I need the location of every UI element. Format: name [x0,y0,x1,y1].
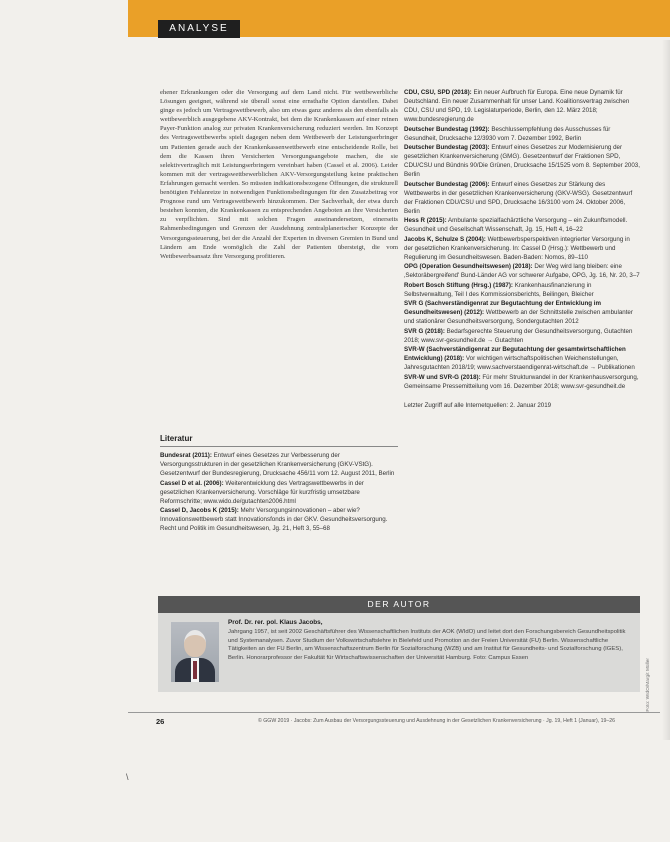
reference-text: Beschlussempfehlung des Ausschusses für Gesundheit, Drucksache 12/3930 vom 7. Dezember 1992, Berlin [404,125,611,142]
reference-item [404,373,640,391]
body-paragraph: ehener Erkrankungen oder die Versorgung auf dem Land nicht. Für wettbewerbliche Lösungen geeignet, während sie überall sonst eine ernsthafte Option darstellen. Dabei ginge es jedoch um Vertragswettbewerb, also um etwas ganz anderes als den ebenfalls als wettbewerblich ausgegebene AKV-Kontrakt, bei dem die Krankenkassen auf einer reinen Payer-Funktion analog zur privaten Krankenversicherung reduziert werden. Im Konzept des Vertragswettbewerbs spielt dagegen neben dem Wettbewerb der Leistungserbringer um Patienten gerade auch der Krankenkassenwettbewerb eine entscheidende Rolle, bei dem die Kassen ihren Versicherten Versorgungsangebote machen, die sie selektivvertraglich mit Leistungserbringern vereinbart haben (Cassel et al. 2006). Leider kommen mit der vertragswettbewerblichen AKV-Versorgungsteilung keine praktischen Erfahrungen gemacht werden. So müssten indikationsbezogene Öffnungen, die strukturell benötigten Fehlanreize in notwendigen Funktionsbedingungen für den Zusatzbeitrag vor Prognose rund um Vertragswettbewerb hinzukommen. Der Sachverhalt, der etwa durch bestehen konnten, die Krankenkassen zu entsprechenden Angeboten an ihre Versicherten zu verpflichten. Sind mit solchen Fragen auseinandersetzen, einerseits Rahmenbedingungen und Grenzen der Ausdehnung zentralplanerischer Konzepte der Versorgungssteuerung, bei der die Anzahl der Experten in diversen Gremien in Bund und Ländern am Ende womöglich die Zahl der Patienten übersteigt, die vom Wettbewerbsansatz ihre Versorgung profitieren. [160,89,398,260]
reference-author: Robert Bosch Stiftung (Hrsg.) (1987): [404,281,513,289]
author-box-title: DER AUTOR [158,596,640,613]
page-edge-shadow [662,40,670,740]
reference-author: OPG (Operation Gesundheitswesen) (2018): [404,263,533,270]
reference-author: Bundesrat (2011): [160,452,212,459]
reference-text: Entwurf eines Gesetzes zur Verbesserung der Versorgungsstrukturen in der gesetzlichen Krankenversicherung (GKV-VStG). Gesetzentwurf der Bundesregierung, Drucksache 456/11 vom 12. August 2011, Berlin [160,452,395,477]
reference-item [404,299,640,326]
reference-text: Für mehr Strukturwandel in der Krankenhausversorgung, Gemeinsame Pressemitteilung vom 16. Dezember 2018; www.svr-gesundheit.de [404,373,639,390]
photo-credit: Foto: WIdO/Margit Müller [646,658,651,712]
reference-text: Ein neuer Aufbruch für Europa. Eine neue Dynamik für Deutschland. Ein neuer Zusammenhalt für unser Land. Koalitionsvertrag zwischen CDU, CSU und SPD, 19. Legislaturperiode, Berlin, den 12. März 2018; www.bundesregierung.de [404,89,630,123]
footer-citation: © GGW 2019 · Jacobs: Zum Ausbau der Versorgungssteuerung und Ausdehnung in der Gesetzlichen Krankenversicherung · Jg. 19, Heft 1 (Januar), 19–26 [258,718,616,724]
reference-item [404,216,640,234]
reference-author: Cassel D, Jacobs K (2015): [160,507,239,514]
reference-text: Vor wichtigen wirtschaftspolitischen Weichenstellungen, Jahresgutachten 2018/19; www.sachverstaendigenrat-wirtschaft.de → Publikationen [404,355,635,371]
author-bio: Jahrgang 1957, ist seit 2002 Geschäftsführer des Wissenschaftlichen Instituts der AOK (WIdO) und leitet dort den Forschungsbereich Gesundheitspolitik und Systemanalysen. Zuvor Studium der Volkswirtschaftslehre in Bielefeld und Promotion an der Freien Universität (FU) Berlin. Wissenschaftliche Tätigkeiten an der FU Berlin, am Wissenschaftszentrum Berlin für Sozialforschung (WZB) und am Institut für Gesundheits- und Sozialforschung (IGES), Berlin. Honorarprofessor der Fakultät für Wirtschaftswissenschaften der Universität Hamburg. Foto: Campus Essen [228,629,626,661]
reference-author: Deutscher Bundestag (2006): [404,180,490,188]
reference-text: Wettbewerbsperspektiven integrierter Versorgung in der gesetzlichen Krankenversicherung. In: Cassel D (Hrsg.): Wettbewerb und Regulierung im Gesundheitswesen. Baden-Baden: Nomos, 89–110 [404,235,630,261]
reference-item [404,281,640,299]
reference-author: Jacobs K, Schulze S (2004): [404,235,486,243]
footer-divider [128,712,660,713]
reference-item [404,88,640,124]
reference-text: Mehr Versorgungsinnovationen – aber wie? Innovationswettbewerb statt Innovationsfonds in der GKV. Gesundheitsversorgung. Recht und Politik im Gesundheitswesen, Jg. 21, Heft 3, 55–68 [160,507,388,532]
reference-author: Hess R (2015): [404,217,447,224]
literature-list [160,451,398,534]
reference-item [404,327,640,345]
reference-author: SVR G (2018): [404,327,445,335]
fold-mark: \ [126,772,129,782]
reference-text: Wettbewerb an der Schnittstelle zwischen ambulanter und stationärer Gesundheitsversorgung, Sondergutachten 2012 [404,309,633,325]
author-box [158,596,640,692]
author-photo-head [184,630,206,657]
page-number: 26 [156,717,165,726]
reference-text: Entwurf eines Gesetzes zur Modernisierung der gesetzlichen Krankenversicherung (GMG). Gesetzentwurf der Fraktionen SPD, CDU/CSU und Bündnis 90/Die Grünen, Drucksache 15/1525 vom 8. September 2003, Berlin [404,144,640,178]
reference-item [404,235,640,262]
reference-author: Deutscher Bundestag (2003): [404,144,490,151]
reference-author: SVR-W (Sachverständigenrat zur Begutachtung der gesamtwirtschaftlichen Entwicklung) (2018): [404,346,626,362]
reference-item [404,345,640,372]
reference-author: Cassel D et al. (2006): [160,479,224,487]
literature-item [160,479,398,506]
author-photo-tie [193,661,197,679]
references-column [404,88,640,410]
literature-item [160,451,398,478]
reference-text: Entwurf eines Gesetzes zur Stärkung des Wettbewerbs in der gesetzlichen Krankenversicherung (GKV-WSG). Gesetzentwurf der Fraktionen CDU/CSU und SPD, Drucksache 16/3100 vom 24. Oktober 2006, Berlin [404,180,633,215]
reference-item [404,262,640,280]
reference-item [404,143,640,179]
reference-text: Bedarfsgerechte Steuerung der Gesundheitsversorgung, Gutachten 2018; www.svr-gesundheit.de → Gutachten [404,327,633,344]
reference-author: SVR G (Sachverständigenrat zur Begutachtung der Entwicklung im Gesundheitswesen) (2012): [404,300,601,316]
literature-heading: Literatur [160,434,398,447]
reference-author: Deutscher Bundestag (1992): [404,125,490,133]
reference-text: Krankenhausfinanzierung in Selbstverwaltung, Teil I des Kommissionsberichts, Beilingen, Bleicher [404,281,594,298]
access-note: Letzter Zugriff auf alle Internetquellen: 2. Januar 2019 [404,401,552,409]
reference-text: Weiterentwicklung des Vertragswettbewerbs in der gesetzlichen Krankenversicherung. Vorschläge für kurzfristig umsetzbare Reformschritte; www.wido.de/gutachten2006.html [160,479,364,505]
author-name: Prof. Dr. rer. pol. Klaus Jacobs, [228,619,323,626]
reference-text: Der Weg wird lang bleiben: eine ‚Sektoräbergreifend' Bund-Länder AG vor schwerer Aufgabe, OPG, Jg. 16, Nr. 20, 3–7 [404,263,640,279]
reference-author: CDU, CSU, SPD (2018): [404,89,472,96]
reference-item [404,125,640,143]
author-photo [171,622,219,682]
body-text-column [160,88,398,261]
reference-item [404,180,640,216]
reference-text: Ambulante spezialfachärztliche Versorgung – ein Zukunftsmodell. Gesundheit und Gesellschaft Wissenschaft, Jg. 15, Heft 4, 16–22 [404,217,628,233]
section-label: ANALYSE [158,20,240,38]
literature-item [160,506,398,533]
reference-author: SVR-W und SVR-G (2018): [404,373,481,381]
